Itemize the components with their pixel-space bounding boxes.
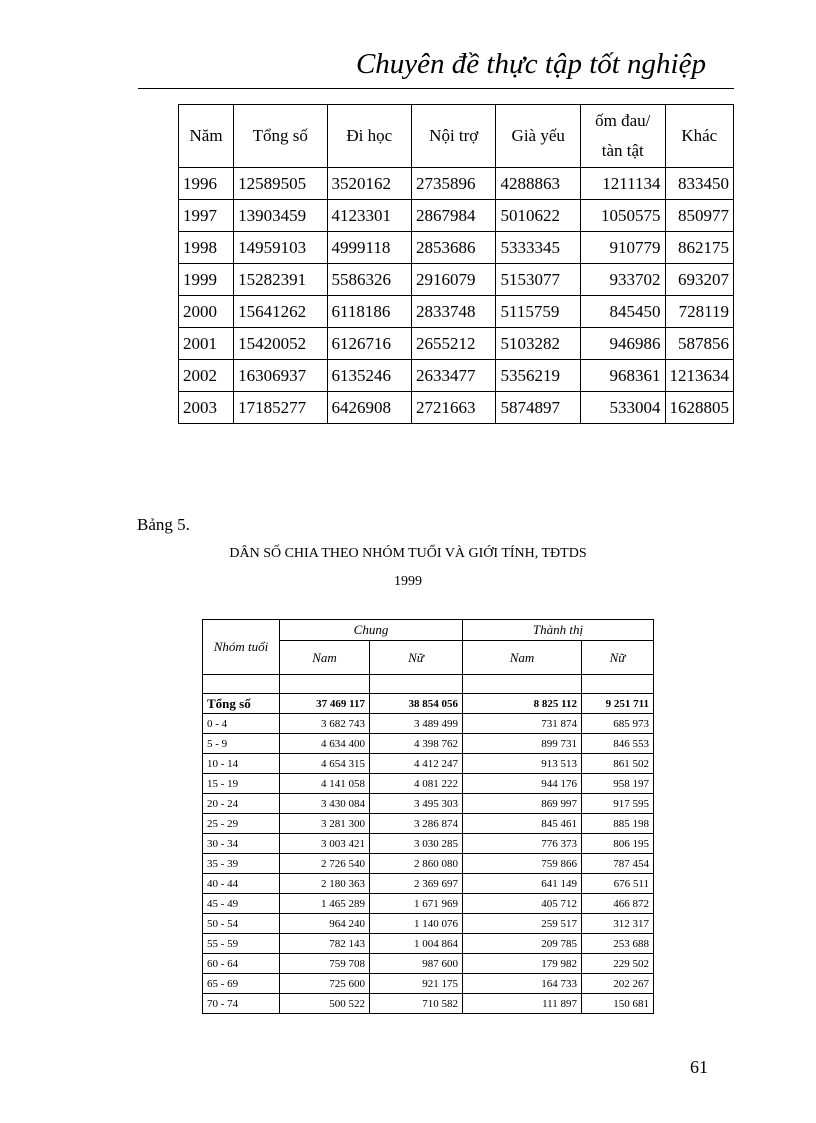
value-cell: 15641262 [234,296,327,328]
value-cell: 15282391 [234,264,327,296]
table-year: 1999 [394,574,422,589]
year-cell: 1999 [179,264,234,296]
table-row [203,874,654,894]
value-cell: 3 495 303 [370,794,463,814]
age-group-cell: 10 - 14 [203,754,280,774]
group-header-row [203,620,654,641]
value-cell: 987 600 [370,954,463,974]
value-cell: 1211134 [580,168,665,200]
age-group-cell: 40 - 44 [203,874,280,894]
table-row [203,894,654,914]
value-cell: 2 369 697 [370,874,463,894]
value-cell: 466 872 [582,894,654,914]
value-cell: 5153077 [496,264,580,296]
value-cell: 782 143 [280,934,370,954]
table-row [179,328,734,360]
col-header-sick-line2: tàn tật [601,141,644,160]
value-cell: 3 030 285 [370,834,463,854]
value-cell: 850977 [665,200,734,232]
value-cell: 209 785 [463,934,582,954]
table-row [179,264,734,296]
spacer-cell [463,675,582,694]
table-row [179,168,734,200]
value-cell: 4 654 315 [280,754,370,774]
value-cell: 15420052 [234,328,327,360]
value-cell: 731 874 [463,714,582,734]
value-cell: 1 140 076 [370,914,463,934]
age-group-cell: 0 - 4 [203,714,280,734]
col-header-total: Tổng số [234,105,327,168]
value-cell: 13903459 [234,200,327,232]
table-row [179,392,734,424]
value-cell: 500 522 [280,994,370,1014]
value-cell: 5103282 [496,328,580,360]
table-row [203,914,654,934]
table-row [203,974,654,994]
value-cell: 179 982 [463,954,582,974]
value-cell: 5115759 [496,296,580,328]
year-cell: 1997 [179,200,234,232]
value-cell: 202 267 [582,974,654,994]
value-cell: 2916079 [412,264,496,296]
year-cell: 2003 [179,392,234,424]
group-header-chung: Chung [280,620,463,641]
table-title: DÂN SỐ CHIA THEO NHÓM TUỔI VÀ GIỚI TÍNH, TĐTDS [229,546,587,561]
col-header-housework: Nội trợ [412,105,496,168]
spacer-cell [203,675,280,694]
value-cell: 150 681 [582,994,654,1014]
value-cell: 17185277 [234,392,327,424]
population-table [202,619,654,1014]
value-cell: 845 461 [463,814,582,834]
year-cell: 2000 [179,296,234,328]
value-cell: 968361 [580,360,665,392]
table-row [203,714,654,734]
age-group-cell: 65 - 69 [203,974,280,994]
col-header-study: Đi học [327,105,411,168]
value-cell: 862175 [665,232,734,264]
value-cell: 964 240 [280,914,370,934]
value-cell: 5874897 [496,392,580,424]
value-cell: 38 854 056 [370,694,463,714]
year-cell: 2001 [179,328,234,360]
value-cell: 259 517 [463,914,582,934]
value-cell: 6118186 [327,296,411,328]
header-divider [138,88,734,89]
value-cell: 899 731 [463,734,582,754]
value-cell: 676 511 [582,874,654,894]
running-header-title: Chuyên đề thực tập tốt nghiệp [355,48,706,80]
value-cell: 4 634 400 [280,734,370,754]
spacer-row [203,675,654,694]
value-cell: 776 373 [463,834,582,854]
table-row [203,854,654,874]
value-cell: 587856 [665,328,734,360]
col-header-thanhthi-nu: Nữ [582,641,654,675]
value-cell: 5356219 [496,360,580,392]
value-cell: 3 430 084 [280,794,370,814]
value-cell: 2 860 080 [370,854,463,874]
value-cell: 1213634 [665,360,734,392]
value-cell: 12589505 [234,168,327,200]
col-header-elderly: Già yếu [496,105,580,168]
age-group-cell: 60 - 64 [203,954,280,974]
value-cell: 111 897 [463,994,582,1014]
value-cell: 533004 [580,392,665,424]
value-cell: 2853686 [412,232,496,264]
table-row [179,296,734,328]
table-row [203,994,654,1014]
value-cell: 2633477 [412,360,496,392]
value-cell: 1 004 864 [370,934,463,954]
table-row [179,360,734,392]
value-cell: 1 465 289 [280,894,370,914]
value-cell: 6426908 [327,392,411,424]
age-group-cell: 50 - 54 [203,914,280,934]
value-cell: 641 149 [463,874,582,894]
value-cell: 2 180 363 [280,874,370,894]
year-cell: 1998 [179,232,234,264]
value-cell: 710 582 [370,994,463,1014]
value-cell: 725 600 [280,974,370,994]
table-row [203,954,654,974]
col-header-chung-nam: Nam [280,641,370,675]
age-group-cell: 45 - 49 [203,894,280,914]
value-cell: 5333345 [496,232,580,264]
value-cell: 2721663 [412,392,496,424]
age-group-cell: 55 - 59 [203,934,280,954]
page-number: 61 [690,1057,708,1077]
table-row [179,232,734,264]
value-cell: 312 317 [582,914,654,934]
spacer-cell [280,675,370,694]
value-cell: 8 825 112 [463,694,582,714]
table-row [203,754,654,774]
col-header-other: Khác [665,105,734,168]
value-cell: 861 502 [582,754,654,774]
age-group-cell: 25 - 29 [203,814,280,834]
age-group-cell: 15 - 19 [203,774,280,794]
table-row [203,934,654,954]
age-group-cell: 70 - 74 [203,994,280,1014]
value-cell: 4123301 [327,200,411,232]
table-header-row [179,105,734,168]
value-cell: 4288863 [496,168,580,200]
value-cell: 229 502 [582,954,654,974]
spacer-cell [370,675,463,694]
value-cell: 253 688 [582,934,654,954]
value-cell: 845450 [580,296,665,328]
value-cell: 885 198 [582,814,654,834]
value-cell: 759 866 [463,854,582,874]
value-cell: 2735896 [412,168,496,200]
value-cell: 3 286 874 [370,814,463,834]
value-cell: 2833748 [412,296,496,328]
value-cell: 833450 [665,168,734,200]
value-cell: 910779 [580,232,665,264]
group-header-thanhthi: Thành thị [463,620,654,641]
value-cell: 921 175 [370,974,463,994]
age-group-cell: Tổng số [203,694,280,714]
value-cell: 933702 [580,264,665,296]
value-cell: 913 513 [463,754,582,774]
value-cell: 3520162 [327,168,411,200]
col-header-thanhthi-nam: Nam [463,641,582,675]
col-header-year: Năm [179,105,234,168]
value-cell: 958 197 [582,774,654,794]
total-row [203,694,654,714]
population-table-body [203,694,654,1014]
value-cell: 164 733 [463,974,582,994]
value-cell: 9 251 711 [582,694,654,714]
table-caption: Bảng 5. [137,515,190,534]
col-header-sick [580,105,665,168]
value-cell: 787 454 [582,854,654,874]
labor-table-body [179,168,734,424]
year-cell: 1996 [179,168,234,200]
value-cell: 14959103 [234,232,327,264]
col-header-sick-line1: ốm đau/ [595,111,651,130]
value-cell: 4 398 762 [370,734,463,754]
spacer-cell [582,675,654,694]
value-cell: 3 682 743 [280,714,370,734]
value-cell: 4999118 [327,232,411,264]
table-row [179,200,734,232]
value-cell: 759 708 [280,954,370,974]
age-group-cell: 30 - 34 [203,834,280,854]
value-cell: 1628805 [665,392,734,424]
year-cell: 2002 [179,360,234,392]
table-row [203,734,654,754]
value-cell: 5010622 [496,200,580,232]
value-cell: 806 195 [582,834,654,854]
value-cell: 917 595 [582,794,654,814]
age-group-cell: 20 - 24 [203,794,280,814]
value-cell: 4 412 247 [370,754,463,774]
value-cell: 16306937 [234,360,327,392]
value-cell: 3 003 421 [280,834,370,854]
value-cell: 6135246 [327,360,411,392]
value-cell: 846 553 [582,734,654,754]
table-row [203,834,654,854]
value-cell: 2 726 540 [280,854,370,874]
value-cell: 3 281 300 [280,814,370,834]
value-cell: 4 081 222 [370,774,463,794]
value-cell: 6126716 [327,328,411,360]
value-cell: 5586326 [327,264,411,296]
row-label-header: Nhóm tuổi [203,620,280,675]
table-row [203,774,654,794]
value-cell: 2655212 [412,328,496,360]
value-cell: 37 469 117 [280,694,370,714]
value-cell: 2867984 [412,200,496,232]
col-header-chung-nu: Nữ [370,641,463,675]
age-group-cell: 5 - 9 [203,734,280,754]
value-cell: 946986 [580,328,665,360]
table-row [203,814,654,834]
value-cell: 869 997 [463,794,582,814]
value-cell: 3 489 499 [370,714,463,734]
value-cell: 693207 [665,264,734,296]
value-cell: 944 176 [463,774,582,794]
value-cell: 1 671 969 [370,894,463,914]
age-group-cell: 35 - 39 [203,854,280,874]
value-cell: 728119 [665,296,734,328]
value-cell: 405 712 [463,894,582,914]
labor-table [178,104,734,424]
value-cell: 685 973 [582,714,654,734]
value-cell: 4 141 058 [280,774,370,794]
value-cell: 1050575 [580,200,665,232]
table-row [203,794,654,814]
